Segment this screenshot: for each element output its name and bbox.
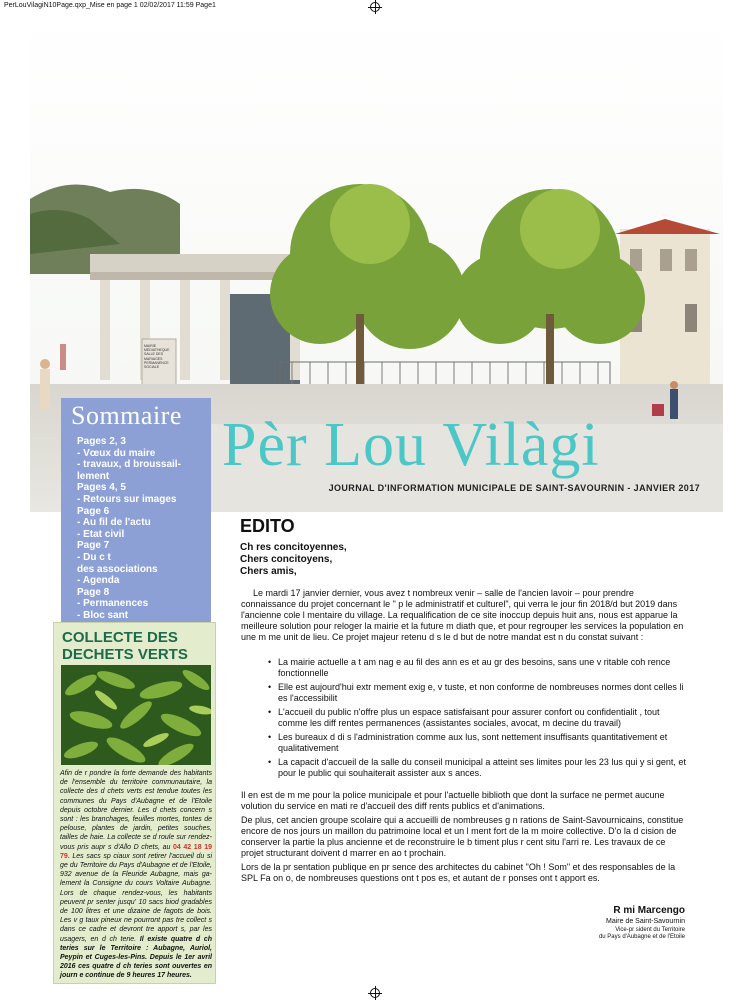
toc-line: - travaux, d broussail- bbox=[77, 459, 181, 471]
building-sign-line: MAIRIE bbox=[144, 344, 157, 348]
toc-line: - Au fil de l'actu bbox=[77, 517, 151, 529]
table-of-contents-header bbox=[61, 398, 211, 434]
toc-line: des associations bbox=[77, 563, 158, 575]
toc-line: Pages 4, 5 bbox=[77, 482, 126, 494]
table-of-contents-title: Sommaire bbox=[71, 401, 182, 430]
green-waste-text-part: Il existe quatre d ch teries sur le Territoire : Aubagne, Auriol, Peypin et Cuges-les-Pins. Depuis le 1er avril 2016 ces quatre d ch teries sont ouvertes en journ e continue de 9 heures 17 heures. bbox=[60, 935, 213, 980]
toc-line: lement bbox=[77, 470, 110, 482]
registration-mark-icon bbox=[370, 988, 380, 998]
toc-line: - Bloc sant bbox=[77, 609, 129, 621]
registration-mark-icon bbox=[370, 2, 380, 12]
toc-line: - Etat civil bbox=[77, 528, 125, 540]
toc-line: Pages 2, 3 bbox=[77, 436, 126, 447]
edito-signature bbox=[520, 905, 685, 941]
edito-greeting-line: Chers amis, bbox=[240, 566, 297, 577]
signature-role-line: du Pays d'Aubagne et de l'Etoile bbox=[598, 934, 685, 940]
edito-bullet: • Les bureaux d di s l'administration comme aux lus, sont nettement insuffisants quantitativement et qualitativement bbox=[270, 732, 690, 754]
toc-line: Page 6 bbox=[77, 505, 110, 517]
edito-paragraph: De plus, cet ancien groupe scolaire qui a accueilli de nombreuses g n rations de Saint-Savournicains, constitue encore de nos jours un maillon du patrimoine local et un l ment fort de la m moire collective. D'o la d cision de conserver la partie la plus ancienne et de reconstruire le b timent plus r cent situ l'arri re. Les travaux de ce projet structurant doivent d marrer en ao t prochain. bbox=[241, 815, 684, 858]
building-sign-line: MEDIATHEQUE bbox=[144, 348, 170, 353]
edito-bullet: • La mairie actuelle a t am nag e au fil des ann es et au gr des besoins, sans une v ritable coh rence fonctionnelle bbox=[270, 657, 690, 679]
green-waste-text bbox=[60, 769, 212, 981]
edito-title: EDITO bbox=[240, 516, 295, 536]
masthead-title: Pèr Lou Vilàgi bbox=[222, 411, 600, 479]
building-sign-line: PERMANENCE SOCIALE bbox=[144, 360, 169, 370]
edito-bullet-list bbox=[270, 657, 690, 782]
signature-role-line: Vice-pr sident du Territoire bbox=[615, 927, 685, 933]
edito-paragraph: Lors de la pr sentation publique en pr sence des architectes du cabinet "Oh ! Som" et des responsables de la SPL Fa on o, de nombreuses questions ont t pos es, et autant de r ponses ont t apport es. bbox=[241, 862, 676, 883]
edito-paragraph: Le mardi 17 janvier dernier, vous avez t nombreux venir – salle de l'ancien lavoir – pour prendre connaissance du projet concernant le " p le administratif et culturel", qui verra le jour fin 2018/d but 2019 dans l'ancienne cole l mentaire du village. La requalification de ce site inoccup depuis huit ans, nous est apparue la meilleure solution pour reloger la mairie et la future m diath que, et pour regrouper les services la population en une m me unit de lieu. Ce projet majeur retenu d s le d but de notre mandat est n du constat suivant : bbox=[241, 588, 684, 642]
allo-dechets-phone: 04 42 18 19 79. bbox=[60, 843, 212, 860]
edito-bullet: • La capacit d'accueil de la salle du conseil municipal a atteint ses limites pour les 23 lus qui y si gent, et pour le public qui souhaiterait assister aux s ances. bbox=[270, 757, 690, 779]
signature-role: Maire de Saint-Savournin bbox=[606, 918, 685, 925]
edito-greeting-line: Chers concitoyens, bbox=[240, 554, 333, 565]
building-sign bbox=[144, 344, 174, 369]
table-of-contents bbox=[61, 398, 211, 626]
toc-line: - Retours sur images bbox=[77, 493, 177, 505]
toc-line: - Du c t bbox=[77, 551, 111, 563]
toc-line: Page 7 bbox=[77, 540, 110, 552]
green-waste-sidebar bbox=[53, 622, 216, 984]
edito-bullet: • L'accueil du public n'offre plus un espace satisfaisant pour assurer confort ou confidentialit , tout comme les diff rentes permanences (assistantes sociales, avocat, m decine du travail) bbox=[270, 707, 690, 729]
green-waste-text-part: Les sacs sp ciaux sont retirer l'accueil du si ge du Territoire du Pays d'Aubagne et de l'Etoile, 932 avenue de la Fleuride Aubagne, mais ga- lement la Consigne du cours Voltaire Aubagne. Lors de chaque rendez-vous, les habitants peuvent pr senter jusqu' 10 sacs biod gradables de 100 litres et une dizaine de fagots de bois. Les v g taux pineux ne pourront pas tre collect s dans ce cadre et devront tre apport s, par les usagers, en d ch terie. bbox=[60, 852, 212, 943]
signature-role-secondary bbox=[520, 927, 685, 941]
edito-bullet: • Elle est aujourd'hui extr mement exig e, v tuste, et non conforme de nombreuses normes dont celles li es l'accessibilit bbox=[270, 682, 690, 704]
edito-greetings bbox=[240, 542, 347, 578]
toc-line: - Agenda bbox=[77, 575, 120, 587]
green-waste-title-line: DECHETS VERTS bbox=[62, 646, 188, 663]
edito-paragraph: Il en est de m me pour la police municipale et pour l'actuelle biblioth que dont la surface ne permet aucune volution du service en mati re d'accueil des diff rents publics et d'animations. bbox=[241, 790, 665, 811]
green-waste-text-part: Afin de r pondre la forte demande des habitants de l'ensemble du territoire communautaire, la collecte des d chets verts est tendue toutes les communes du Pays d'Aubagne et de l'Etoile depuis octobre dernier. Les d chets concern s sont : les branchages, feuilles mortes, tontes de pelouse, plantes de jardin, petites souches, tailles de haie. La collecte se d roule sur rendez-vous pris aupr s d'Allo D chets, au bbox=[60, 770, 212, 851]
edito-greeting-line: Ch res concitoyennes, bbox=[240, 542, 347, 553]
green-waste-title-line: COLLECTE DES bbox=[62, 629, 178, 646]
table-of-contents-list bbox=[61, 434, 211, 622]
building-sign-line: SALLE DES MARIAGES bbox=[144, 352, 164, 361]
toc-line: - Permanences bbox=[77, 598, 149, 610]
masthead-subtitle: JOURNAL D'INFORMATION MUNICIPALE DE SAINT-SAVOURNIN - JANVIER 2017 bbox=[328, 483, 700, 493]
green-waste-title bbox=[62, 629, 212, 663]
toc-line: - Vœux du maire bbox=[77, 447, 156, 459]
toc-line: Page 8 bbox=[77, 586, 110, 598]
signature-name: R mi Marcengo bbox=[613, 905, 685, 916]
print-slug: PerLouVilagiN10Page.qxp_Mise en page 1 02/02/2017 11:59 Page1 bbox=[4, 2, 216, 9]
green-waste-photo bbox=[61, 665, 211, 765]
